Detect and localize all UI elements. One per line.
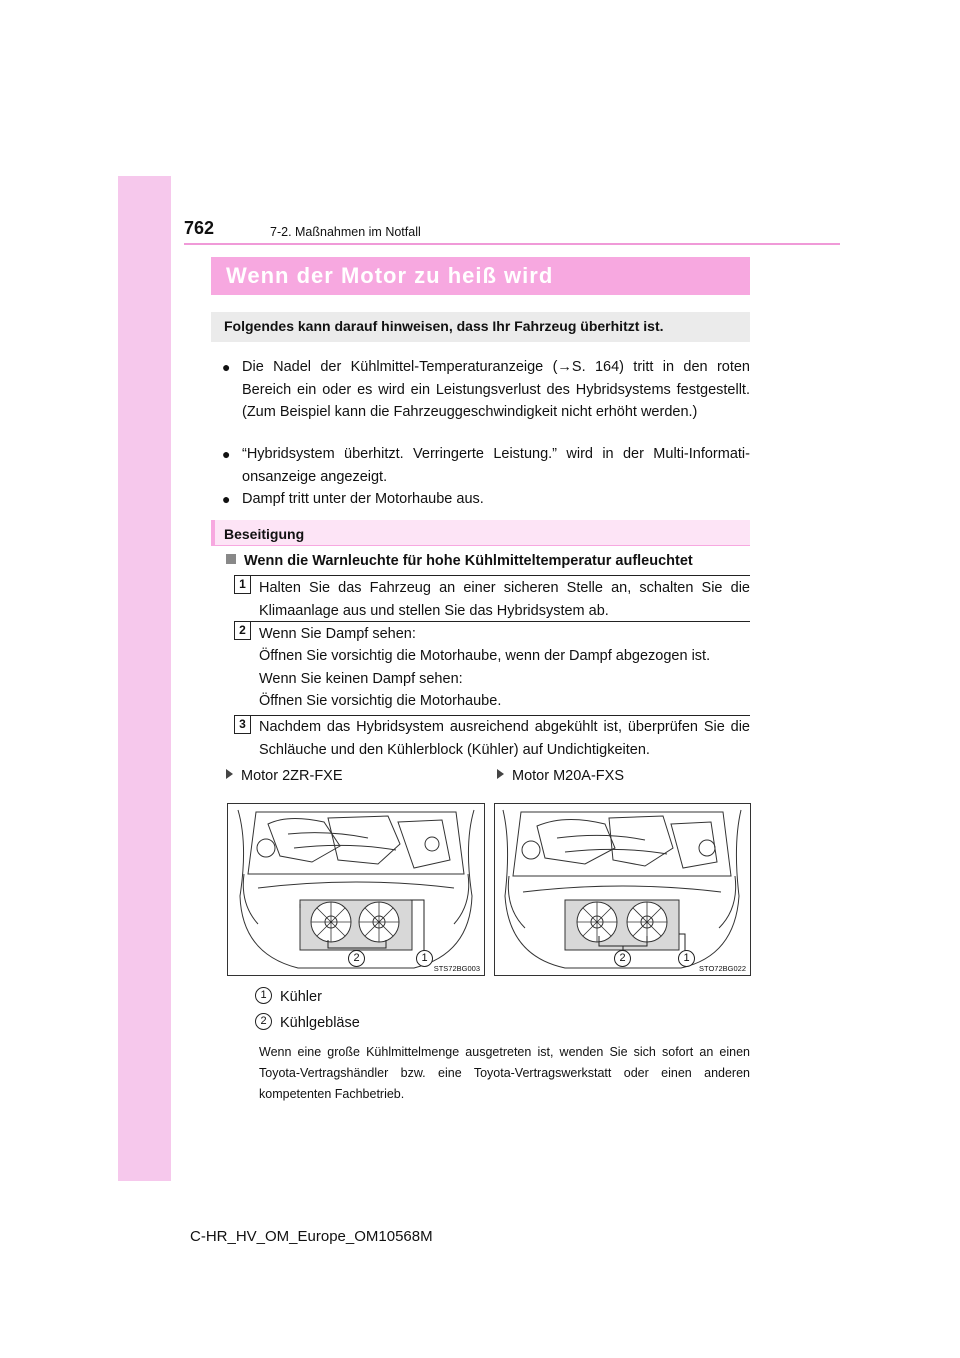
bullet-text: “Hybridsystem überhitzt. Verringerte Leistung.” wird in der Multi-Informationsanzeige angezeigt.: [242, 446, 750, 485]
step-divider: [251, 575, 750, 576]
callout-1: 1: [416, 950, 433, 967]
bullet-item: [222, 488, 750, 511]
intro-text: Folgendes kann darauf hinweisen, dass Ihr Fahrzeug überhitzt ist.: [224, 318, 664, 334]
bullet-dot-icon: ●: [222, 491, 231, 507]
step-2-text: Wenn Sie keinen Dampf sehen:: [259, 671, 463, 687]
subheading-text: Wenn die Warnleuchte für hohe Kühlmitteltemperatur aufleuchtet: [244, 553, 693, 569]
figure-label-text: Motor 2ZR-FXE: [241, 768, 343, 784]
figure-code: STO72BG022: [699, 964, 746, 973]
side-tab-strip: [118, 176, 171, 1181]
engine-figure-m20a: [494, 803, 751, 976]
legend-text-kuehler: Kühler: [280, 989, 322, 1005]
figure-label: [226, 768, 343, 784]
engine-figure-2zr: [227, 803, 485, 976]
bullet-text: Dampf tritt unter der Motorhaube aus.: [242, 491, 484, 507]
bullet-text: Die Nadel der Kühlmittel-Temperaturanzeige (→S. 164) tritt in den roten Bereich ein oder es wird ein Leistungsverlust des Hybridsystems festgestellt. (Zum Beispiel kann die Fahrzeuggeschwindigkeit nicht erhöht werden.): [242, 359, 750, 420]
figure-label: [497, 768, 624, 784]
step-2-text: Öffnen Sie vorsichtig die Motorhaube.: [259, 693, 502, 709]
step-number-1: 1: [234, 575, 251, 594]
legend-number-1: 1: [255, 987, 272, 1004]
callout-1: 1: [678, 950, 695, 967]
page-title: Wenn der Motor zu heiß wird: [226, 263, 554, 288]
triangle-bullet-icon: [226, 769, 233, 779]
note-text: Wenn eine große Kühlmittelmenge ausgetreten ist, wenden Sie sich sofort an einen Toyota-Vertragshändler bzw. eine Toyota-Vertragswerkstatt oder einen anderen kompetenten Fachbetrieb.: [259, 1045, 750, 1101]
step-divider: [251, 621, 750, 622]
step-2-text: Öffnen Sie vorsichtig die Motorhaube, wenn der Dampf abgezogen ist.: [259, 648, 711, 664]
legend-text-kuehlgeblaese: Kühlgebläse: [280, 1015, 360, 1031]
page-number: 762: [184, 218, 215, 238]
step-2-text: Wenn Sie Dampf sehen:: [259, 626, 416, 642]
bullet-item: [222, 443, 750, 488]
step-number-2: 2: [234, 621, 251, 640]
step-1-text: Halten Sie das Fahrzeug an einer sicheren Stelle an, schalten Sie die Klimaanlage aus und stellen Sie das Hybridsystem ab.: [259, 580, 750, 619]
bullet-item: [222, 356, 750, 424]
callout-2: 2: [614, 950, 631, 967]
square-bullet-icon: [226, 554, 236, 564]
callout-2: 2: [348, 950, 365, 967]
step-number-3: 3: [234, 715, 251, 734]
bullet-dot-icon: ●: [222, 359, 231, 375]
figure-label-text: Motor M20A-FXS: [512, 768, 624, 784]
footer-doc-id: C-HR_HV_OM_Europe_OM10568M: [190, 1228, 433, 1245]
step-3-text: Nachdem das Hybridsystem ausreichend abgekühlt ist, überprüfen Sie die Schläuche und den Kühlerblock (Kühler) auf Undichtigkeiten.: [259, 719, 750, 758]
section-title: Beseitigung: [224, 526, 305, 542]
legend-number-2: 2: [255, 1013, 272, 1030]
breadcrumb: 7-2. Maßnahmen im Notfall: [270, 225, 421, 239]
header-divider: [184, 243, 840, 245]
figure-code: STS72BG003: [433, 964, 480, 973]
bullet-dot-icon: ●: [222, 446, 231, 462]
triangle-bullet-icon: [497, 769, 504, 779]
subheading: [226, 553, 693, 569]
